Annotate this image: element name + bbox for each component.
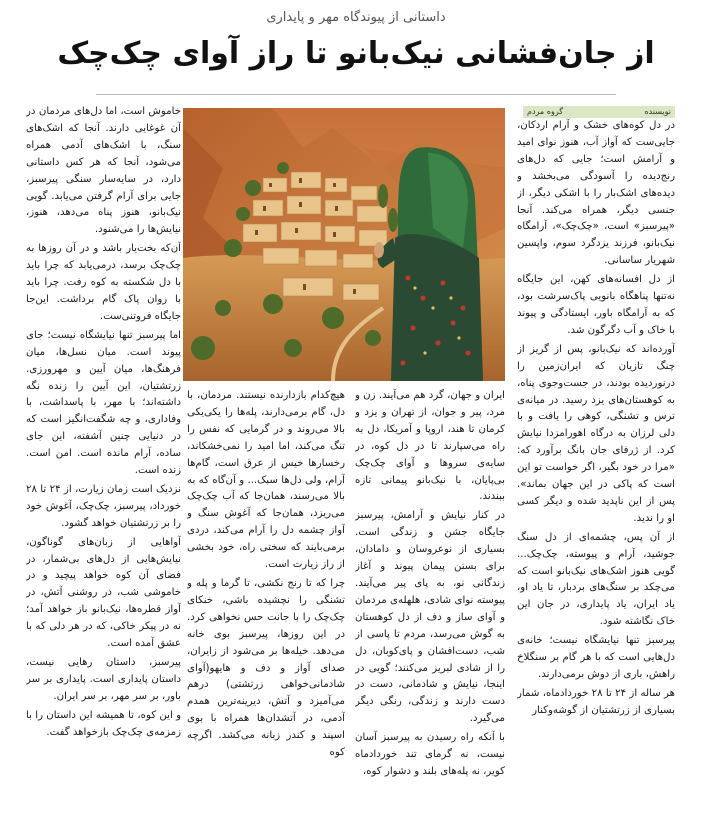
- mountain-village-illustration: [183, 108, 505, 381]
- paragraph: و این کوه، تا همیشه این داستان را با زمزمه‌ی چک‌چک بازخواهد گفت.: [26, 709, 181, 738]
- text-column-2: [355, 388, 505, 808]
- text-column-1: [517, 118, 675, 808]
- paragraph: پیرسبز تنها نیایشگاه نیست؛ خانه‌ی دل‌هایی است که با هر گام بر سنگلاخ راهش، باری از دوش برمی‌دارند.: [517, 635, 675, 680]
- paragraph: نزدیک است زمان زیارت، از ۲۴ تا ۲۸ خورداد، پیرسبز، چک‌چک، آغوش خود را بر زرتشتیان خواهد گشود.: [26, 483, 181, 529]
- paragraph: از آن پس، چشمه‌ای از دل سنگ جوشید، آرام و پیوسته، چک‌چک... گویی هنوز اشک‌های نیک‌بانو است که می‌چکد بر سنگ‌های بردبار، تا یاد او، یاد ایران، یاد پایداری، در جان این خاک نگاشته شود.: [517, 531, 675, 628]
- article-kicker: داستانی از پیوندگاه مهر و پایداری: [266, 10, 446, 25]
- text-column-4: [26, 104, 181, 804]
- article-headline: از جان‌فشانی نیک‌بانو تا راز آوای چک‌چک: [57, 36, 655, 71]
- paragraph: از دل افسانه‌های کهن، این جایگاه نه‌تنها پناهگاه بانویی پاک‌سرشت بود، که به آرامگاه باور، ایستادگی و پیوند با خاک و آب دگرگون شد.: [517, 274, 675, 336]
- paragraph: با آنکه راه رسیدن به پیرسبز آسان نیست، نه گرمای تند خورداد‌ماه کویر، نه پله‌های بلند و دشوار کوه،: [355, 732, 505, 777]
- byline-author: گروه مردم: [527, 107, 564, 116]
- paragraph: ایران و جهان، گرد هم می‌آیند. زن و مرد، پیر و جوان، از تهران و یزد و کرمان تا هند، اروپا و آمریکا، دل به راه می‌سپارند تا در دل کوه، در سایه‌ی سروها و آوای چک‌چک بی‌پایان، با نیک‌بانو پیمانی تازه ببندند.: [355, 390, 505, 503]
- paragraph: اما پیرسبز تنها نیایشگاه نیست؛ جای پیوند است. میان نسل‌ها، میان فرهنگ‌ها، میان آیین و مهرورزی. زرتشتیان، این آیین را زنده نگه داشته‌اند؛ با مهر، با پاسداشت، با وفاداری، و چه شگفت‌انگیز است که در دنیایی چنین آشفته، این جای ساده، آرام مانده است. امن است. زنده است.: [26, 329, 181, 477]
- paragraph: چرا که تا رنج نکشی، تا گرما و پله و تشنگی را نچشیده باشی، خنکای چک‌چک را با جانت حس نخواهی کرد. در این روزها، پیرسبز بوی خانه می‌دهد. خیله‌ها بر می‌شود از زایران، صدای آواز و دف و هایهو(آوای شادمانی‌خواهی زرتشتی) درهم می‌آمیزد و آتش، دیرینه‌ترین همدم آدمی، در آتشدان‌ها همراه با بوی اسپند و کندر زبانه می‌کشد. اگرچه کوه: [187, 577, 345, 759]
- header-divider: [96, 94, 616, 95]
- paragraph: در دل کوه‌های خشک و آرام اردکان، جایی‌ست که آواز آب، هنوز نوای امید و آرامش است؛ جایی که دل‌های رنج‌دیده را آسودگی می‌بخشد و دیده‌های اشک‌بار را با اشکی دیگر، از جنسی دیگر، همراه می‌کند. آنجا «پیرسبز» است، «چک‌چک»، آرامگاه نیک‌بانو، فرزند یزدگرد سوم، واپسین شهریار ساسانی.: [517, 120, 675, 267]
- paragraph: آواهایی از زبان‌های گوناگون، نیایش‌هایی از دل‌های بی‌شمار، در فضای آن کوه خواهد پیچید و در خاموشی شب، در روشنی آتش، در آواز قطره‌ها، نیک‌بانو باز خواهد آمد؛ نه در پیکر خاکی، که در هر دلی که با عشق آمده است.: [26, 536, 181, 650]
- paragraph: آن‌که بخت‌یار باشد و در آن روزها به چک‌چک برسد، درمی‌یابد که چرا باید با دل شکسته به کوه رفت. چرا باید با روان پاک گام برداشت. این‌جا جایگاه فروتنی‌ست.: [26, 243, 181, 322]
- byline-label: نویسنده: [644, 107, 671, 116]
- paragraph: در کنار نیایش و آرامش، پیرسبز جایگاه جشن و زندگی است. بسیاری از نوعروسان و دامادان، برای بستن پیمان پیوند و آغاز زندگانی نو، به پای پیر می‌آیند. پیوسته نوای شادی، هلهله‌ی مردمان و آوای ساز و دف از دل کوهستان به گوش می‌رسد، مردم تا پاسی از شب، دست‌افشان و پای‌کوبان، دل را از شادی لبریز می‌کنند؛ گویی در اینجا، نیایش و شادمانی، دست در دست دارند و زندگی، رنگی دیگر می‌گیرد.: [355, 510, 505, 725]
- byline-box: [523, 106, 675, 118]
- paragraph: هیچ‌کدام بازدارنده نیستند. مردمان، با دل، گام برمی‌دارند، پله‌ها را یکی‌یکی بالا می‌روند و در گرمایی که نفس را تنگ می‌کند، اما امید را نمی‌خشکاند، رخسارها خیس از عرق است، گام‌ها آرام، ولی دل‌ها سبک... و آن‌گاه که به بالا می‌رسند، همان‌جا که آب چک‌چک می‌ریزد، همان‌جا که آغوش سنگ و آواز چشمه دل را آرام می‌کند، دردی برمی‌بایند که سختی راه، خود بخشی از راز زیارت است.: [187, 390, 345, 571]
- article-photo: [183, 108, 505, 381]
- text-column-3: [187, 388, 345, 808]
- paragraph: آورده‌اند که نیک‌بانو، پس از گریز از چنگ تازیان که ایران‌زمین را درنوردیده بودند، در جست‌وجوی پناه، به کوهستان‌های یزد رسید. در میانه‌ی ترس و تشنگی، کوهی را یافت و با دلی لرزان به درگاه اهورامزدا نیایش کرد. از ژرفای جان بانگ برآورد که: «مرا در خود بگیر، اگر خواست تو این است که پاکی در این جهان بماند». پس از این ناپدید شده و دیگر کسی او را ندید.: [517, 343, 675, 524]
- paragraph: هر ساله از ۲۴ تا ۲۸ خورداد‌ماه، شمار بسیاری از زرتشتیان از گوشه‌وکنار: [517, 687, 675, 716]
- paragraph: خاموش است، اما دل‌های مردمان در آن غوغایی دارند. آنجا که اشک‌های سنگ، با اشک‌های آدمی همراه می‌شود، آنجا که هر کس داستانی دارد، در سایه‌سار سنگی پیرسبز، جایی برای آرام گرفتن می‌یابد. گویی نیک‌بانو، هنوز پناه می‌دهد، هنوز، نیایش‌ها را می‌شنود.: [26, 106, 181, 236]
- paragraph: پیرسبز، داستان رهایی نیست، داستان پایداری است. پایداری بر سر باور، بر سر مهر، بر سر ایران.: [26, 657, 181, 702]
